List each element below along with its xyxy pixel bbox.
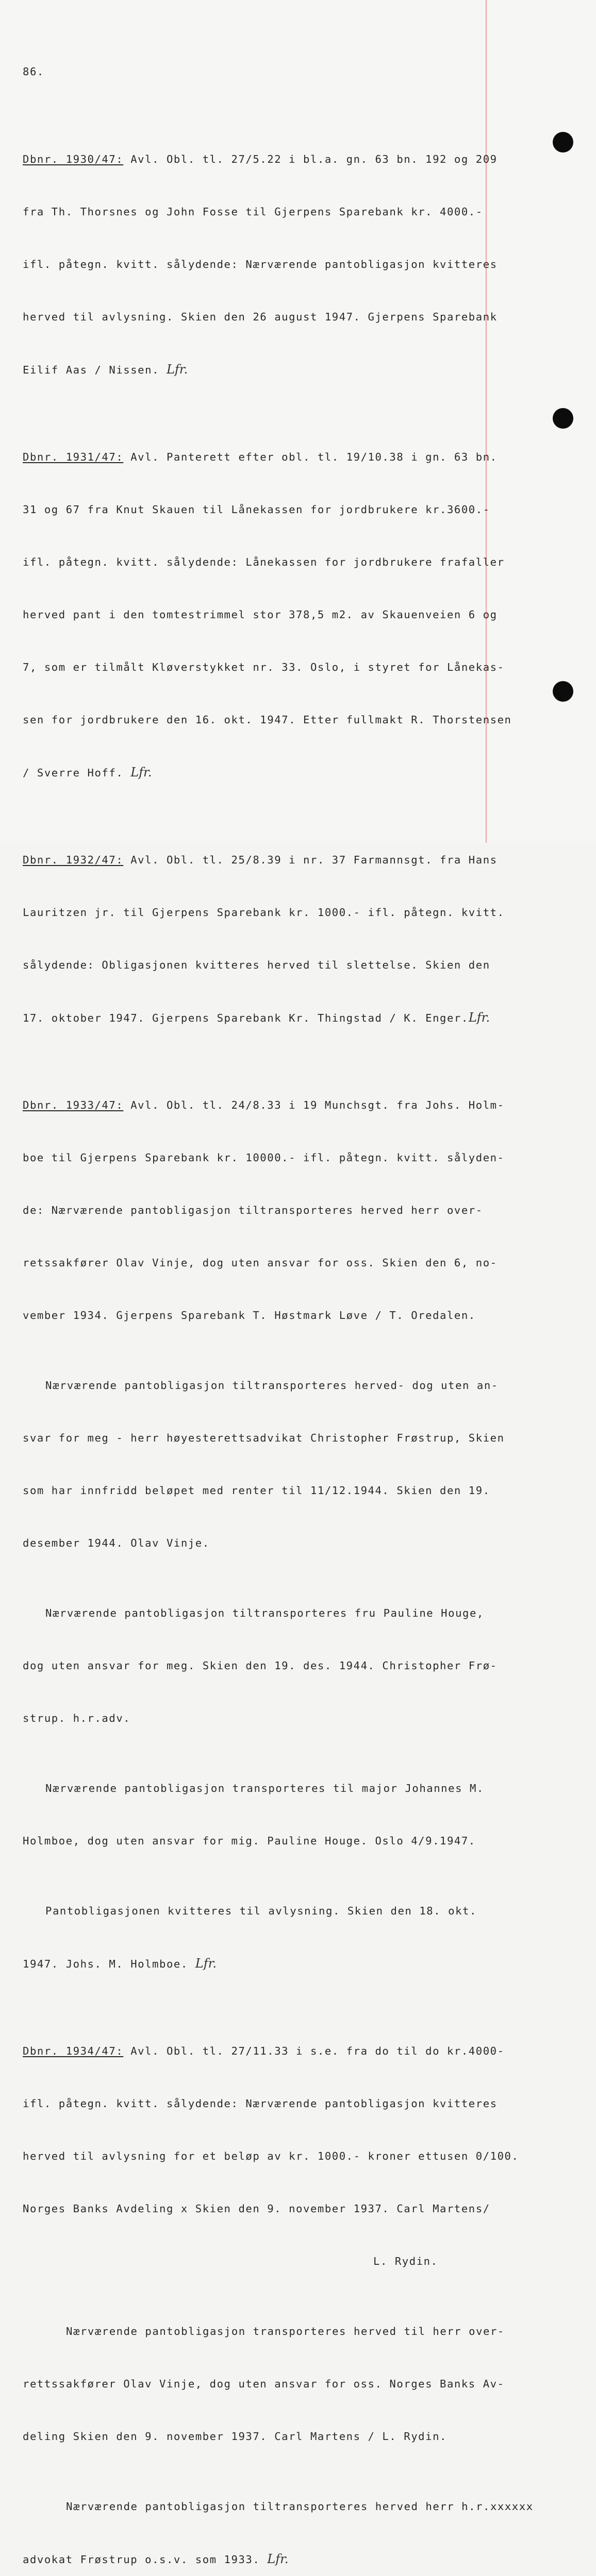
entry-line: sen for jordbrukere den 16. okt. 1947. Etter fullmakt R. Thorstensen xyxy=(23,714,512,726)
entry-number: Dbnr. 1933/47: xyxy=(23,1099,124,1111)
entry-line: Eilif Aas / Nissen. Lfr. xyxy=(23,362,188,377)
entry-line: herved pant i den tomtestrimmel stor 378,5 m2. av Skauenveien 6 og xyxy=(23,608,498,621)
entry-number: Dbnr. 1934/47: xyxy=(23,2045,124,2057)
page-number: 86. xyxy=(23,65,44,78)
entry-line: Dbnr. 1933/47: Avl. Obl. tl. 24/8.33 i 19 Munchsgt. fra Johs. Holm- xyxy=(23,1099,505,1111)
punch-hole-top xyxy=(553,132,573,152)
entry-line: 31 og 67 fra Knut Skauen til Lånekassen for jordbrukere kr.3600.- xyxy=(23,503,490,516)
entry-line: boe til Gjerpens Sparebank kr. 10000.- ifl. påtegn. kvitt. sålyden- xyxy=(23,1151,505,1164)
entry-line: deling Skien den 9. november 1937. Carl Martens / L. Rydin. xyxy=(23,2430,447,2443)
punch-hole-bottom xyxy=(553,681,573,702)
handwritten-initials: Lfr. xyxy=(166,362,188,377)
entry-line: strup. h.r.adv. xyxy=(23,1712,131,1724)
handwritten-initials: Lfr. xyxy=(130,765,152,779)
entry-line: rettssakfører Olav Vinje, dog uten ansvar for oss. Norges Banks Av- xyxy=(23,2378,505,2390)
entry-line: 7, som er tilmålt Kløverstykket nr. 33. Oslo, i styret for Lånekas- xyxy=(23,661,505,673)
entry-line: ifl. påtegn. kvitt. sålydende: Lånekassen for jordbrukere frafaller xyxy=(23,556,505,568)
entry-line: dog uten ansvar for meg. Skien den 19. des. 1944. Christopher Frø- xyxy=(23,1659,498,1672)
entry-line: Dbnr. 1932/47: Avl. Obl. tl. 25/8.39 i nr. 37 Farmannsgt. fra Hans xyxy=(23,854,498,866)
entry-line: herved til avlysning. Skien den 26 august 1947. Gjerpens Sparebank xyxy=(23,311,498,323)
document-text xyxy=(23,28,534,2576)
entry-line: svar for meg - herr høyesterettsadvikat Christopher Frøstrup, Skien xyxy=(23,1432,505,1444)
entry-line: vember 1934. Gjerpens Sparebank T. Høstmark Løve / T. Oredalen. xyxy=(23,1309,476,1321)
entry-line: herved til avlysning for et beløp av kr. 1000.- kroner ettusen 0/100. xyxy=(23,2150,519,2162)
entry-number: Dbnr. 1930/47: xyxy=(23,153,124,165)
entry-line: Nærværende pantobligasjon tiltransporteres herved herr h.r.xxxxxx xyxy=(66,2500,534,2513)
entry-line: Dbnr. 1934/47: Avl. Obl. tl. 27/11.33 i s.e. fra do til do kr.4000- xyxy=(23,2045,505,2057)
entry-line: Nærværende pantobligasjon transporteres til major Johannes M. xyxy=(45,1782,484,1794)
entry-line: 17. oktober 1947. Gjerpens Sparebank Kr. Thingstad / K. Enger.Lfr. xyxy=(23,1010,490,1025)
entry-line: desember 1944. Olav Vinje. xyxy=(23,1537,210,1549)
entry-line: Nærværende pantobligasjon transporteres herved til herr over- xyxy=(66,2325,505,2337)
entry-line: advokat Frøstrup o.s.v. som 1933. Lfr. xyxy=(23,2552,289,2566)
entry-line: Dbnr. 1931/47: Avl. Panterett efter obl. tl. 19/10.38 i gn. 63 bn. xyxy=(23,451,498,463)
entry-line: fra Th. Thorsnes og John Fosse til Gjerpens Sparebank kr. 4000.- xyxy=(23,206,483,218)
entry-line: Dbnr. 1930/47: Avl. Obl. tl. 27/5.22 i bl.a. gn. 63 bn. 192 og 209 xyxy=(23,153,498,165)
entry-line: Holmboe, dog uten ansvar for mig. Pauline Houge. Oslo 4/9.1947. xyxy=(23,1835,476,1847)
entry-number: Dbnr. 1932/47: xyxy=(23,854,124,866)
entry-line: retssakfører Olav Vinje, dog uten ansvar for oss. Skien den 6, no- xyxy=(23,1257,498,1269)
entry-line: ifl. påtegn. kvitt. sålydende: Nærværende pantobligasjon kvitteres xyxy=(23,2097,498,2110)
entry-line: ifl. påtegn. kvitt. sålydende: Nærværende pantobligasjon kvitteres xyxy=(23,258,498,270)
handwritten-initials: Lfr. xyxy=(468,1010,490,1025)
punch-hole-middle xyxy=(553,408,573,429)
entry-line: som har innfridd beløpet med renter til 11/12.1944. Skien den 19. xyxy=(23,1484,490,1497)
entry-line: Lauritzen jr. til Gjerpens Sparebank kr. 1000.- ifl. påtegn. kvitt. xyxy=(23,906,505,919)
entry-line: Norges Banks Avdeling x Skien den 9. november 1937. Carl Martens/ xyxy=(23,2202,490,2215)
entry-number: Dbnr. 1931/47: xyxy=(23,451,124,463)
handwritten-initials: Lfr. xyxy=(195,1956,217,1971)
entry-line: Nærværende pantobligasjon tiltransporteres fru Pauline Houge, xyxy=(45,1607,484,1619)
entry-line: / Sverre Hoff. Lfr. xyxy=(23,765,152,779)
handwritten-initials: Lfr. xyxy=(267,2552,289,2566)
signature-line: L. Rydin. xyxy=(373,2255,438,2267)
entry-line: 1947. Johs. M. Holmboe. Lfr. xyxy=(23,1956,217,1971)
entry-line: Pantobligasjonen kvitteres til avlysning. Skien den 18. okt. xyxy=(45,1905,477,1917)
entry-line: sålydende: Obligasjonen kvitteres herved til slettelse. Skien den xyxy=(23,959,490,971)
entry-line: Nærværende pantobligasjon tiltransporteres herved- dog uten an- xyxy=(45,1379,499,1392)
entry-line: de: Nærværende pantobligasjon tiltransporteres herved herr over- xyxy=(23,1204,483,1216)
